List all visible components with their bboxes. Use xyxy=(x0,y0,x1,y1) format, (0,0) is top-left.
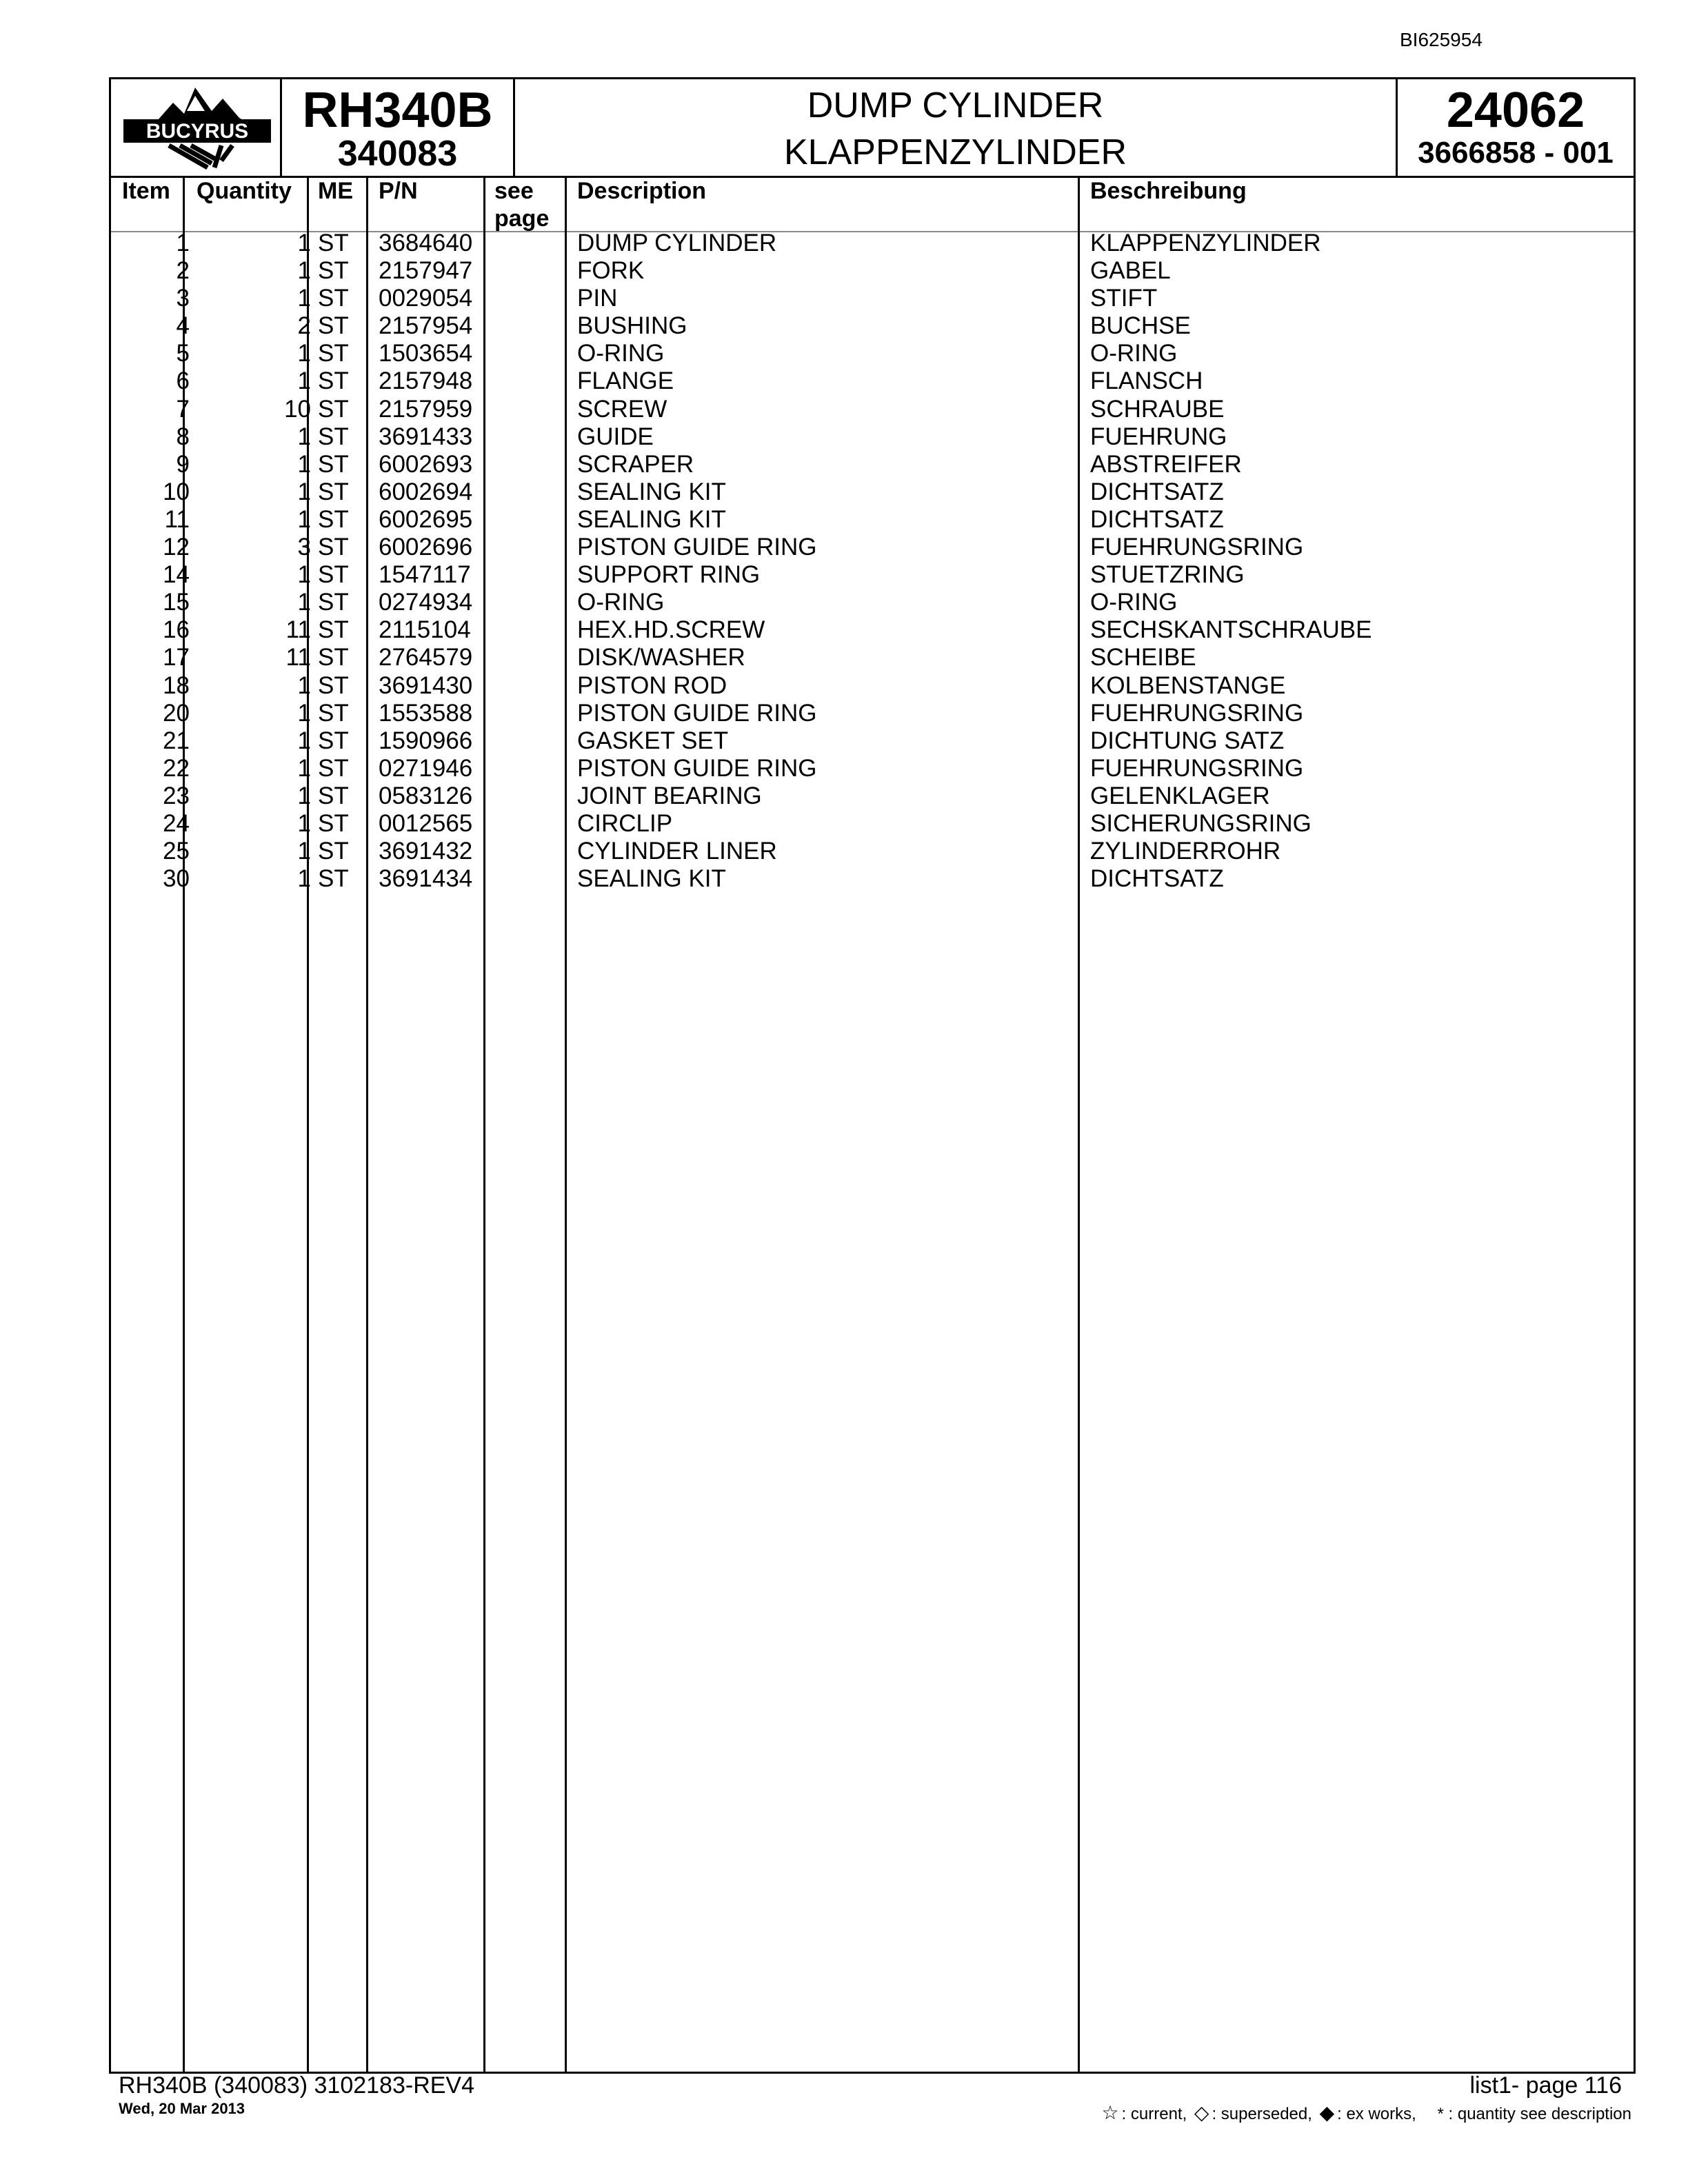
table-row xyxy=(111,257,1634,285)
table-row xyxy=(111,561,1634,589)
cell-part-number: 0274934 xyxy=(379,589,473,616)
cell-me: ST xyxy=(318,616,349,644)
cell-quantity: 3 xyxy=(297,534,311,561)
cell-description: GUIDE xyxy=(577,423,654,450)
legend-superseded: : superseded, xyxy=(1212,2105,1312,2123)
cell-part-number: 2157947 xyxy=(379,257,473,285)
cell-quantity: 1 xyxy=(297,838,311,865)
col-header-beschreibung: Beschreibung xyxy=(1090,178,1247,204)
cell-description: SCREW xyxy=(577,395,667,423)
cell-part-number: 6002696 xyxy=(379,534,473,561)
cell-item: 30 xyxy=(163,865,190,893)
col-header-see: see xyxy=(494,178,534,204)
cell-description: CIRCLIP xyxy=(577,809,673,837)
cell-description: BUSHING xyxy=(577,312,687,340)
cell-description: HEX.HD.SCREW xyxy=(577,616,765,644)
parts-list-frame xyxy=(109,77,1636,2074)
cell-beschreibung: FUEHRUNGSRING xyxy=(1090,699,1304,727)
cell-quantity: 1 xyxy=(297,699,311,727)
cell-description: GASKET SET xyxy=(577,727,729,754)
table-row xyxy=(111,451,1634,478)
cell-part-number: 6002694 xyxy=(379,478,473,505)
cell-beschreibung: FUEHRUNG xyxy=(1090,423,1227,450)
cell-description: PISTON ROD xyxy=(577,671,727,699)
table-row xyxy=(111,616,1634,644)
cell-quantity: 1 xyxy=(297,782,311,809)
cell-beschreibung: FLANSCH xyxy=(1090,367,1203,395)
cell-part-number: 6002695 xyxy=(379,505,473,533)
cell-quantity: 1 xyxy=(297,809,311,837)
cell-beschreibung: SCHRAUBE xyxy=(1090,395,1225,423)
cell-quantity: 1 xyxy=(297,561,311,589)
group-number: 24062 xyxy=(1446,83,1585,138)
cell-part-number: 1503654 xyxy=(379,340,473,367)
cell-quantity: 1 xyxy=(297,754,311,782)
cell-me: ST xyxy=(318,395,349,423)
cell-item: 5 xyxy=(176,340,190,367)
cell-part-number: 2764579 xyxy=(379,644,473,671)
cell-beschreibung: KOLBENSTANGE xyxy=(1090,671,1286,699)
col-header-quantity: Quantity xyxy=(197,178,292,204)
model-number: 340083 xyxy=(337,134,458,174)
cell-beschreibung: GELENKLAGER xyxy=(1090,782,1270,809)
cell-description: O-RING xyxy=(577,589,665,616)
cell-description: DISK/WASHER xyxy=(577,644,745,671)
title-german: KLAPPENZYLINDER xyxy=(783,132,1127,172)
cell-part-number: 6002693 xyxy=(379,450,473,478)
table-row xyxy=(111,644,1634,671)
cell-me: ST xyxy=(318,367,349,395)
cell-quantity: 1 xyxy=(297,865,311,893)
cell-quantity: 1 xyxy=(297,478,311,505)
table-row xyxy=(111,367,1634,395)
cell-item: 4 xyxy=(176,312,190,340)
cell-quantity: 1 xyxy=(297,257,311,285)
cell-item: 17 xyxy=(163,644,190,671)
cell-beschreibung: STIFT xyxy=(1090,285,1158,312)
cell-item: 6 xyxy=(176,367,190,395)
cell-item: 12 xyxy=(163,534,190,561)
cell-part-number: 3691432 xyxy=(379,838,473,865)
cell-me: ST xyxy=(318,423,349,450)
cell-quantity: 11 xyxy=(285,616,311,644)
cell-item: 25 xyxy=(163,838,190,865)
cell-description: FORK xyxy=(577,257,645,285)
cell-part-number: 0012565 xyxy=(379,809,473,837)
cell-description: SUPPORT RING xyxy=(577,561,761,589)
cell-me: ST xyxy=(318,450,349,478)
logo-cell xyxy=(111,79,282,176)
cell-part-number: 3691434 xyxy=(379,865,473,893)
cell-item: 1 xyxy=(176,230,190,256)
cell-me: ST xyxy=(318,727,349,754)
table-row xyxy=(111,727,1634,755)
parts-table-body xyxy=(111,230,1634,893)
cell-item: 11 xyxy=(164,505,190,533)
cell-beschreibung: DICHTSATZ xyxy=(1090,505,1224,533)
table-row xyxy=(111,810,1634,838)
cell-quantity: 1 xyxy=(297,727,311,754)
cell-me: ST xyxy=(318,754,349,782)
star-outline-icon: ☆ xyxy=(1101,2102,1119,2123)
cell-quantity: 1 xyxy=(297,367,311,395)
cell-description: CYLINDER LINER xyxy=(577,838,777,865)
cell-part-number: 0029054 xyxy=(379,285,473,312)
cell-beschreibung: SICHERUNGSRING xyxy=(1090,809,1312,837)
cell-beschreibung: O-RING xyxy=(1090,589,1178,616)
cell-beschreibung: GABEL xyxy=(1090,257,1171,285)
cell-part-number: 0583126 xyxy=(379,782,473,809)
table-row xyxy=(111,230,1634,257)
cell-part-number: 3691433 xyxy=(379,423,473,450)
table-row xyxy=(111,534,1634,561)
cell-part-number: 1547117 xyxy=(379,561,471,589)
cell-beschreibung: SCHEIBE xyxy=(1090,644,1196,671)
cell-part-number: 2157948 xyxy=(379,367,473,395)
table-row xyxy=(111,312,1634,340)
table-row xyxy=(111,340,1634,367)
cell-me: ST xyxy=(318,865,349,893)
cell-me: ST xyxy=(318,505,349,533)
cell-me: ST xyxy=(318,561,349,589)
model-cell xyxy=(282,79,515,176)
cell-description: JOINT BEARING xyxy=(577,782,762,809)
cell-item: 15 xyxy=(163,589,190,616)
model-name: RH340B xyxy=(302,83,493,138)
cell-part-number: 2157954 xyxy=(379,312,473,340)
table-row xyxy=(111,589,1634,616)
cell-part-number: 3684640 xyxy=(379,230,473,256)
cell-beschreibung: O-RING xyxy=(1090,340,1178,367)
cell-quantity: 1 xyxy=(297,340,311,367)
cell-item: 20 xyxy=(163,699,190,727)
cell-quantity: 2 xyxy=(297,312,311,340)
cell-item: 2 xyxy=(176,257,190,285)
table-row xyxy=(111,506,1634,534)
cell-quantity: 1 xyxy=(297,230,311,256)
table-row xyxy=(111,396,1634,423)
title-english: DUMP CYLINDER xyxy=(807,85,1104,125)
table-row xyxy=(111,755,1634,782)
cell-beschreibung: BUCHSE xyxy=(1090,312,1191,340)
cell-item: 14 xyxy=(163,561,190,589)
legend-current: : current, xyxy=(1121,2105,1187,2123)
cell-item: 3 xyxy=(176,285,190,312)
cell-me: ST xyxy=(318,671,349,699)
cell-beschreibung: DICHTUNG SATZ xyxy=(1090,727,1285,754)
cell-beschreibung: DICHTSATZ xyxy=(1090,478,1224,505)
cell-me: ST xyxy=(318,312,349,340)
cell-beschreibung: SECHSKANTSCHRAUBE xyxy=(1090,616,1372,644)
table-row xyxy=(111,838,1634,865)
cell-part-number: 1590966 xyxy=(379,727,473,754)
table-row xyxy=(111,478,1634,506)
cell-quantity: 10 xyxy=(284,395,311,423)
cell-description: DUMP CYLINDER xyxy=(577,230,777,256)
cell-me: ST xyxy=(318,478,349,505)
title-cell xyxy=(515,79,1398,176)
cell-me: ST xyxy=(318,230,349,256)
cell-description: O-RING xyxy=(577,340,665,367)
cell-item: 22 xyxy=(163,754,190,782)
cell-item: 10 xyxy=(163,478,190,505)
cell-item: 23 xyxy=(163,782,190,809)
cell-item: 16 xyxy=(163,616,190,644)
col-header-description: Description xyxy=(577,178,707,204)
logo-wordmark: BUCYRUS xyxy=(145,120,249,143)
cell-item: 7 xyxy=(176,395,190,423)
table-row xyxy=(111,285,1634,312)
table-row xyxy=(111,672,1634,700)
cell-item: 9 xyxy=(176,450,190,478)
footer-page: list1- page 116 xyxy=(1469,2072,1622,2099)
cell-description: SEALING KIT xyxy=(577,505,726,533)
cell-description: SEALING KIT xyxy=(577,865,726,893)
cell-description: PISTON GUIDE RING xyxy=(577,534,817,561)
col-header-pn: P/N xyxy=(379,178,418,204)
cell-me: ST xyxy=(318,534,349,561)
cell-me: ST xyxy=(318,782,349,809)
cell-part-number: 0271946 xyxy=(379,754,473,782)
cell-beschreibung: DICHTSATZ xyxy=(1090,865,1224,893)
cell-description: SCRAPER xyxy=(577,450,694,478)
cell-beschreibung: FUEHRUNGSRING xyxy=(1090,534,1304,561)
cell-beschreibung: STUETZRING xyxy=(1090,561,1245,589)
cell-me: ST xyxy=(318,644,349,671)
cell-me: ST xyxy=(318,285,349,312)
cell-description: PIN xyxy=(577,285,618,312)
cell-quantity: 1 xyxy=(297,505,311,533)
cell-beschreibung: KLAPPENZYLINDER xyxy=(1090,230,1321,256)
cell-me: ST xyxy=(318,809,349,837)
footer-doc-ref: RH340B (340083) 3102183-REV4 xyxy=(119,2072,475,2099)
cell-description: PISTON GUIDE RING xyxy=(577,754,817,782)
cell-quantity: 1 xyxy=(297,285,311,312)
legend-ex-works: : ex works, xyxy=(1337,2105,1416,2123)
cell-me: ST xyxy=(318,699,349,727)
cell-me: ST xyxy=(318,257,349,285)
cell-description: SEALING KIT xyxy=(577,478,726,505)
cell-quantity: 1 xyxy=(297,671,311,699)
diamond-filled-icon: ◆ xyxy=(1319,2102,1335,2123)
table-row xyxy=(111,423,1634,451)
cell-part-number: 1553588 xyxy=(379,699,473,727)
table-row xyxy=(111,700,1634,727)
cell-quantity: 1 xyxy=(297,423,311,450)
cell-part-number: 2157959 xyxy=(379,395,473,423)
table-row xyxy=(111,782,1634,810)
cell-quantity: 1 xyxy=(297,450,311,478)
assembly-part-number: 3666858 - 001 xyxy=(1418,136,1614,170)
legend-quantity: * : quantity see description xyxy=(1437,2105,1631,2123)
cell-quantity: 1 xyxy=(297,589,311,616)
table-row xyxy=(111,865,1634,893)
footer-date: Wed, 20 Mar 2013 xyxy=(119,2100,245,2117)
cell-me: ST xyxy=(318,589,349,616)
cell-part-number: 2115104 xyxy=(379,616,471,644)
group-number-cell xyxy=(1398,79,1634,176)
footer-legend xyxy=(1098,2101,1631,2124)
col-header-page: page xyxy=(494,205,550,232)
cell-item: 18 xyxy=(163,671,190,699)
cell-beschreibung: ABSTREIFER xyxy=(1090,450,1242,478)
diamond-outline-icon: ◇ xyxy=(1194,2102,1209,2123)
cell-item: 21 xyxy=(163,727,190,754)
cell-item: 24 xyxy=(163,809,190,837)
cell-description: PISTON GUIDE RING xyxy=(577,699,817,727)
cell-item: 8 xyxy=(176,423,190,450)
document-id: BI625954 xyxy=(1400,29,1483,50)
col-header-item: Item xyxy=(122,178,170,204)
cell-beschreibung: FUEHRUNGSRING xyxy=(1090,754,1304,782)
cell-part-number: 3691430 xyxy=(379,671,473,699)
col-header-me: ME xyxy=(318,178,353,204)
cell-me: ST xyxy=(318,838,349,865)
cell-description: FLANGE xyxy=(577,367,674,395)
bucyrus-logo xyxy=(118,83,277,172)
cell-me: ST xyxy=(318,340,349,367)
cell-beschreibung: ZYLINDERROHR xyxy=(1090,838,1281,865)
cell-quantity: 11 xyxy=(285,644,311,671)
